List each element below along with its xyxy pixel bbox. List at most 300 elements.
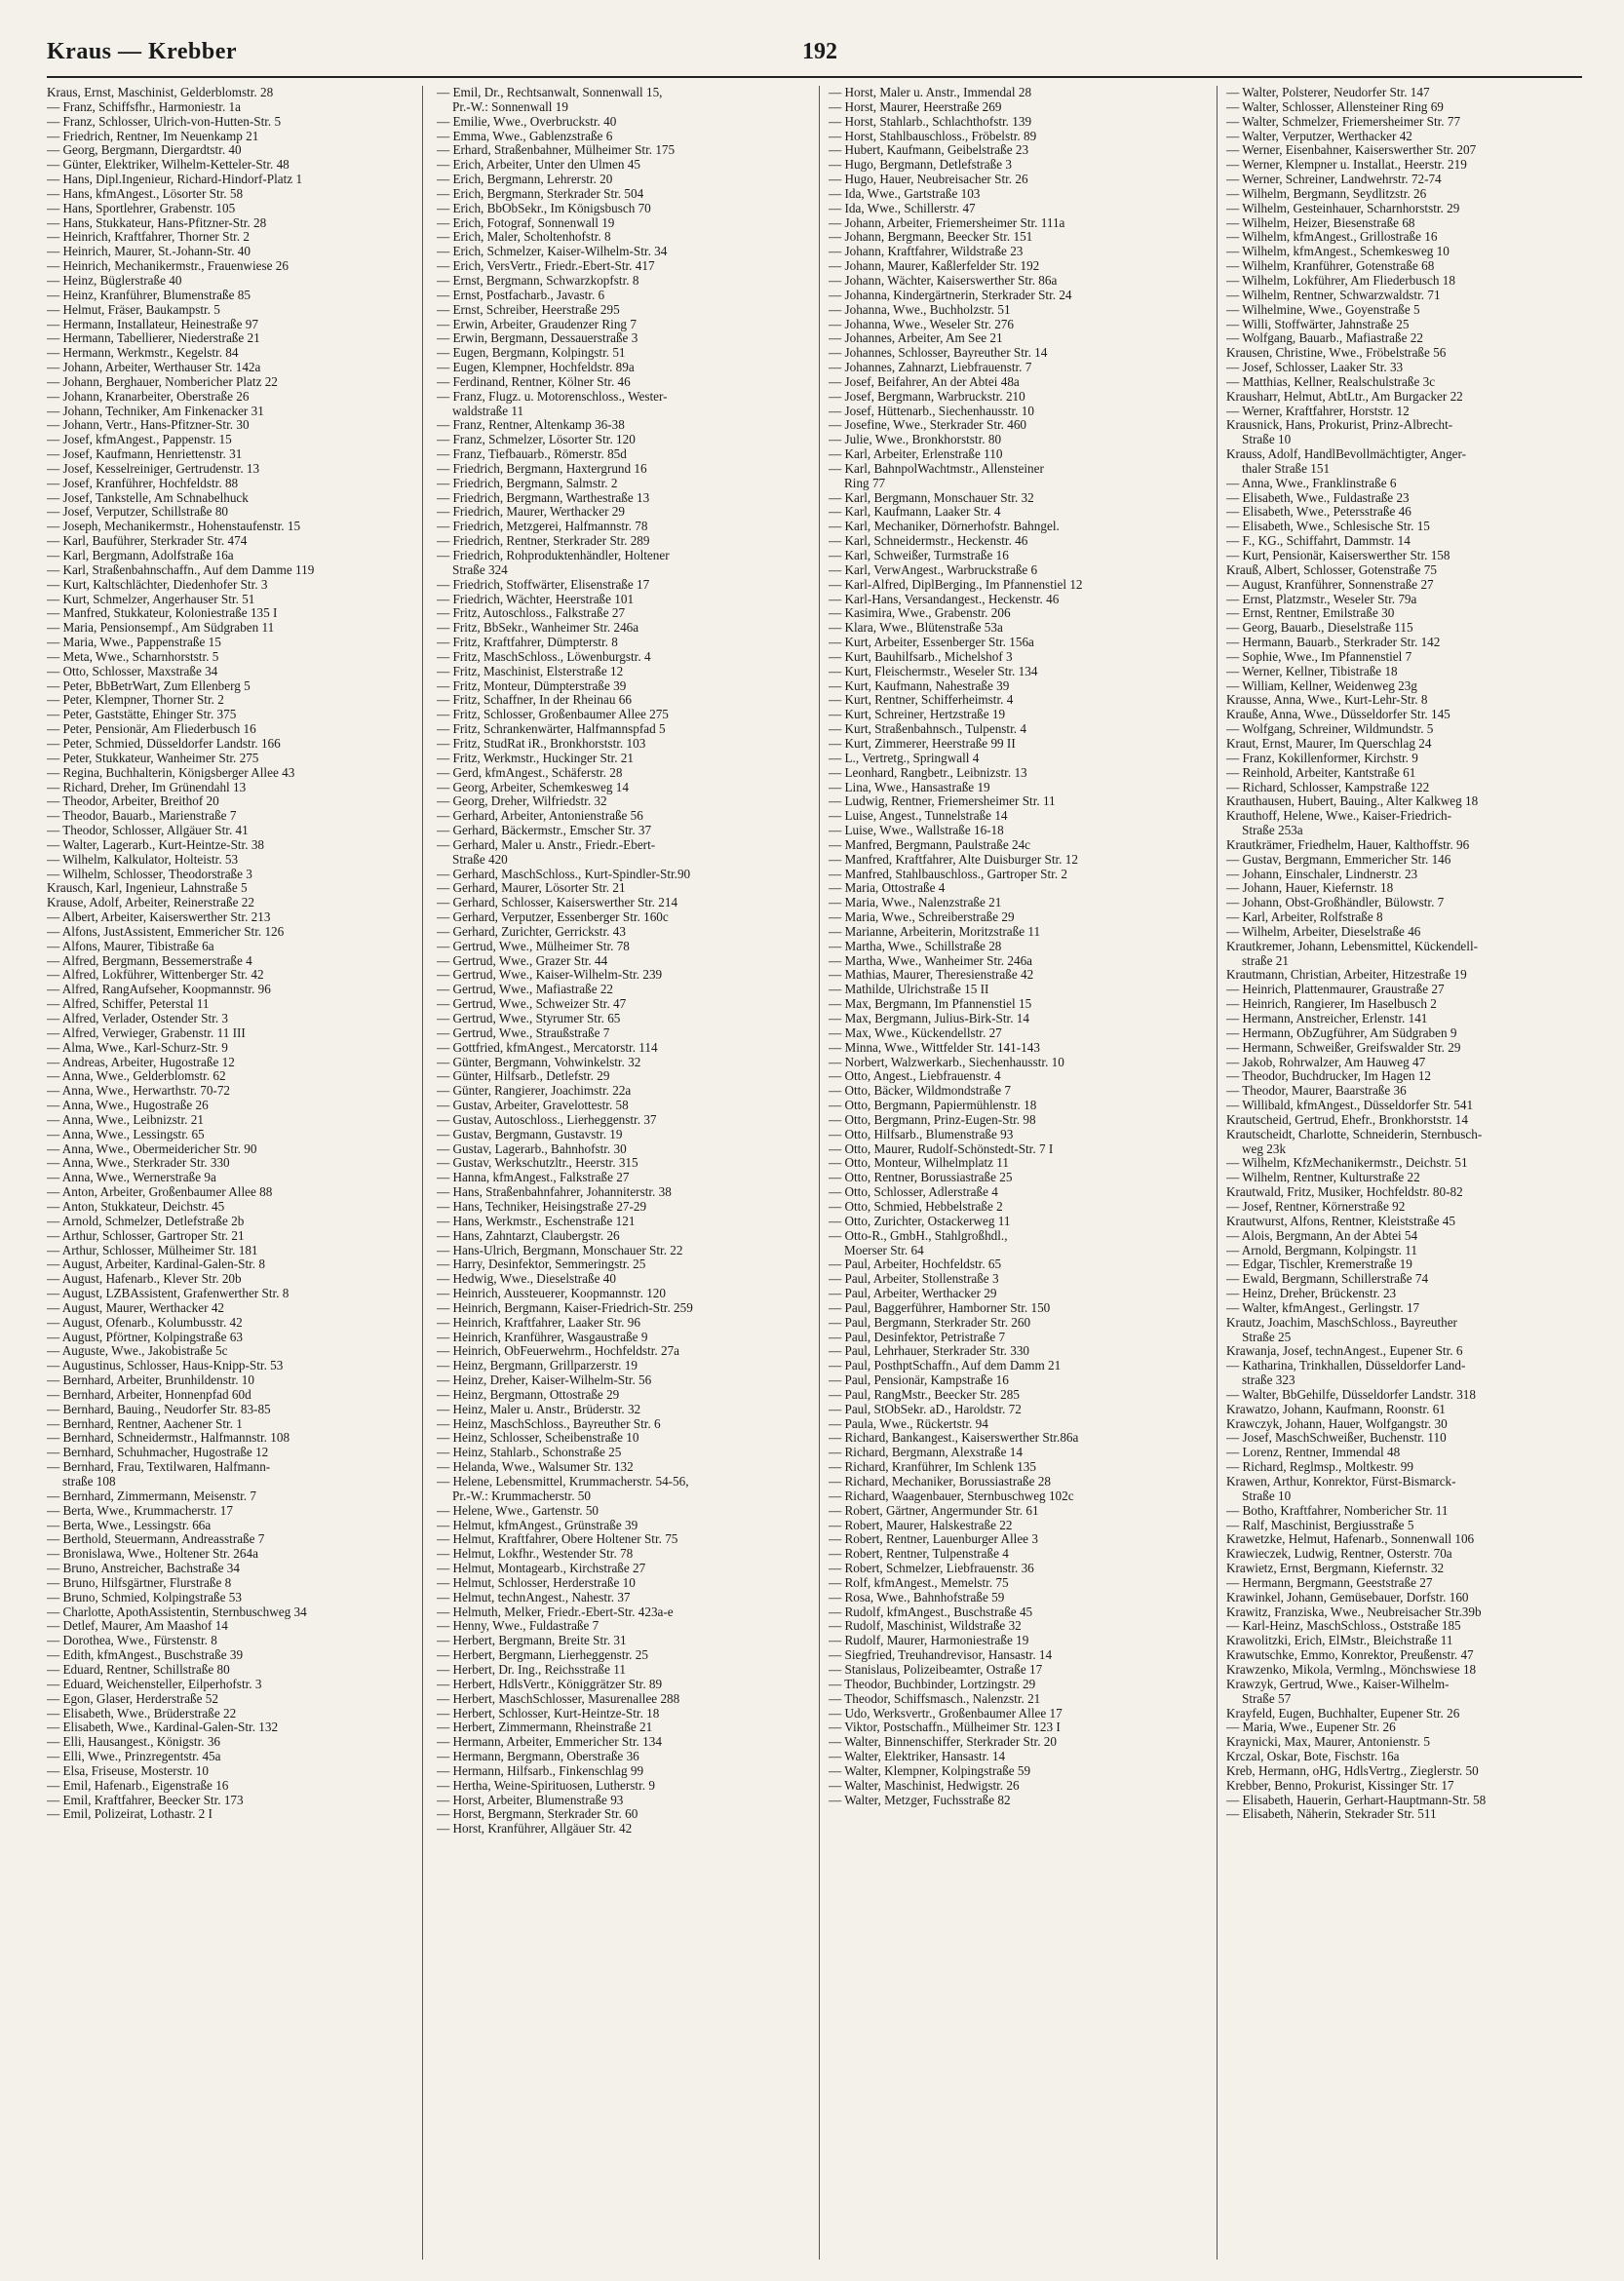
directory-entry-continuation: Straße 25: [1242, 1330, 1292, 1344]
directory-entry: Krebber, Benno, Prokurist, Kissinger Str. 17: [1226, 1778, 1454, 1793]
directory-entry: — Robert, Gärtner, Angermunder Str. 61: [829, 1503, 1039, 1518]
directory-entry: — Maria, Wwe., Nalenzstraße 21: [829, 896, 1002, 910]
directory-entry: — Heinz, Kranführer, Blumenstraße 85: [47, 288, 251, 302]
directory-entry: Krawieczek, Ludwig, Rentner, Osterstr. 70a: [1226, 1547, 1452, 1562]
directory-entry: — Ida, Wwe., Schillerstr. 47: [829, 201, 976, 215]
directory-entry: — Gustav, Lagerarb., Bahnhofstr. 30: [437, 1141, 627, 1156]
directory-entry: — Rudolf, Maurer, Harmoniestraße 19: [829, 1634, 1029, 1648]
directory-entry: — Johann, Vertr., Hans-Pfitzner-Str. 30: [47, 418, 250, 433]
directory-entry: — Matthias, Kellner, Realschulstraße 3c: [1226, 374, 1436, 389]
directory-entry: — Gerhard, Maler u. Anstr., Friedr.-Ebert-: [437, 837, 656, 852]
directory-entry: — Hans, kfmAngest., Lösorter Str. 58: [47, 186, 244, 201]
directory-entry: — Elisabeth, Hauerin, Gerhart-Hauptmann-Str. 58: [1226, 1793, 1487, 1807]
directory-entry: — Gustav, Autoschloss., Lierheggenstr. 37: [437, 1112, 657, 1127]
directory-entry: — Horst, Maurer, Heerstraße 269: [829, 99, 1002, 114]
directory-entry: — Willibald, kfmAngest., Düsseldorfer Str. 541: [1226, 1099, 1474, 1113]
directory-entry: — Karl, Arbeiter, Erlenstraße 110: [829, 447, 1003, 462]
directory-entry: — Wilhelm, Rentner, Kulturstraße 22: [1226, 1171, 1420, 1185]
directory-entry: — August, Kranführer, Sonnenstraße 27: [1226, 577, 1434, 592]
directory-entry: Krauthausen, Hubert, Bauing., Alter Kalkweg 18: [1226, 794, 1479, 809]
directory-entry: — Helmut, Montagearb., Kirchstraße 27: [437, 1562, 646, 1576]
directory-entry: — Wolfgang, Schreiner, Wildmundstr. 5: [1226, 722, 1434, 737]
directory-entry: — Maria, Pensionsempf., Am Südgraben 11: [47, 621, 275, 636]
column-4: [1226, 86, 1587, 2269]
directory-entry: — Gerhard, Arbeiter, Antonienstraße 56: [437, 809, 643, 824]
directory-entry: Krausharr, Helmut, AbtLtr., Am Burgacker 22: [1226, 389, 1463, 404]
running-head: Kraus — Krebber: [47, 39, 238, 64]
directory-entry: — Otto, Monteur, Wilhelmplatz 11: [829, 1156, 1010, 1171]
directory-entry: — Hertha, Weine-Spirituosen, Lutherstr. 9: [437, 1778, 655, 1793]
directory-entry: — Fritz, Autoschloss., Falkstraße 27: [437, 606, 626, 621]
directory-entry: — Theodor, Arbeiter, Breithof 20: [47, 794, 219, 809]
directory-entry: — Friedrich, Bergmann, Warthestraße 13: [437, 490, 650, 505]
directory-entry: — Elli, Hausangest., Königstr. 36: [47, 1735, 221, 1750]
directory-entry: — Karl-Heinz, MaschSchloss., Oststraße 185: [1226, 1619, 1461, 1634]
directory-entry: — Karl, Mechaniker, Dörnerhofstr. Bahngel.: [829, 520, 1060, 534]
directory-entry: — Friedrich, Bergmann, Haxtergrund 16: [437, 461, 647, 476]
directory-entry: — Hermann, Tabellierer, Niederstraße 21: [47, 331, 260, 346]
directory-entry: — Ernst, Bergmann, Schwarzkopfstr. 8: [437, 273, 639, 288]
directory-entry: — Hermann, Bergmann, Geeststraße 27: [1226, 1575, 1433, 1590]
directory-entry: — Berthold, Steuermann, Andreasstraße 7: [47, 1532, 265, 1547]
directory-entry-continuation: weg 23k: [1242, 1141, 1287, 1156]
directory-entry: — Norbert, Walzwerkarb., Siechenhausstr. 10: [829, 1055, 1064, 1069]
directory-entry: Krawetzke, Helmut, Hafenarb., Sonnenwall 106: [1226, 1532, 1475, 1547]
directory-entry: — Ludwig, Rentner, Friemersheimer Str. 11: [829, 794, 1056, 809]
directory-entry: — Johann, Bergmann, Beecker Str. 151: [829, 230, 1033, 245]
directory-entry: — Josef, Tankstelle, Am Schnabelhuck: [47, 490, 249, 505]
directory-entry: — Walter, Binnenschiffer, Sterkrader Str. 20: [829, 1735, 1057, 1750]
directory-entry: — Wilhelm, Bergmann, Seydlitzstr. 26: [1226, 186, 1427, 201]
directory-entry: — Gertrud, Wwe., Kaiser-Wilhelm-Str. 239: [437, 968, 663, 983]
directory-entry: — Manfred, Stukkateur, Koloniestraße 135 I: [47, 606, 278, 621]
directory-entry: — Heinz, Schlosser, Scheibenstraße 10: [437, 1431, 639, 1446]
directory-entry: — Martha, Wwe., Wanheimer Str. 246a: [829, 953, 1033, 968]
column-divider: [1217, 86, 1218, 2260]
directory-entry: — Otto, Bergmann, Prinz-Eugen-Str. 98: [829, 1112, 1036, 1127]
directory-entry: — Gerhard, Schlosser, Kaiserswerther Str. 214: [437, 896, 678, 910]
directory-entry: — Hermann, Bauarb., Sterkrader Str. 142: [1226, 636, 1441, 650]
directory-entry: — Alfons, Maurer, Tibistraße 6a: [47, 939, 214, 953]
directory-entry: — Horst, Arbeiter, Blumenstraße 93: [437, 1793, 624, 1807]
directory-entry: — Theodor, Maurer, Baarstraße 36: [1226, 1084, 1407, 1099]
directory-entry: — Friedrich, Rentner, Im Neuenkamp 21: [47, 129, 259, 143]
directory-entry: — Otto-R., GmbH., Stahlgroßhdl.,: [829, 1228, 1008, 1243]
directory-entry: — Walter, Elektriker, Hansastr. 14: [829, 1750, 1006, 1764]
directory-entry: — Gertrud, Wwe., Mülheimer Str. 78: [437, 939, 630, 953]
directory-entry: Krausch, Karl, Ingenieur, Lahnstraße 5: [47, 881, 248, 896]
directory-entry: Krawatzo, Johann, Kaufmann, Roonstr. 61: [1226, 1402, 1446, 1416]
directory-entry: — Kurt, Pensionär, Kaiserswerther Str. 158: [1226, 549, 1450, 562]
directory-entry: — Wilhelm, kfmAngest., Schemkesweg 10: [1226, 245, 1450, 259]
directory-entry-continuation: straße 108: [62, 1475, 116, 1488]
directory-entry: — Horst, Stahlarb., Schlachthofstr. 139: [829, 114, 1032, 129]
directory-entry: — Peter, Pensionär, Am Fliederbusch 16: [47, 722, 256, 737]
directory-entry: Krausen, Christine, Wwe., Fröbelstraße 56: [1226, 346, 1447, 361]
directory-entry: — Maria, Wwe., Eupener Str. 26: [1226, 1720, 1396, 1735]
directory-entry: — Wilhelm, Heizer, Biesenstraße 68: [1226, 215, 1415, 230]
directory-entry: — Günter, Rangierer, Joachimstr. 22a: [437, 1084, 632, 1099]
directory-entry: — Alois, Bergmann, An der Abtei 54: [1226, 1228, 1418, 1243]
directory-entry: — Otto, Schlosser, Maxstraße 34: [47, 664, 218, 678]
page-header: [47, 39, 1582, 78]
directory-entry: — Gertrud, Wwe., Straußstraße 7: [437, 1025, 610, 1040]
directory-entry: — Egon, Glaser, Herderstraße 52: [47, 1691, 218, 1706]
directory-entry-continuation: Pr.-W.: Krummacherstr. 50: [452, 1488, 591, 1503]
directory-entry: Krausse, Anna, Wwe., Kurt-Lehr-Str. 8: [1226, 693, 1428, 708]
directory-entry: — Johannes, Arbeiter, Am See 21: [829, 331, 1003, 346]
directory-entry: — Gerhard, Bäckermstr., Emscher Str. 37: [437, 824, 652, 838]
directory-entry: — Theodor, Schiffsmasch., Nalenzstr. 21: [829, 1691, 1041, 1706]
directory-entry: — Fritz, Maschinist, Elsterstraße 12: [437, 664, 624, 678]
directory-entry: — Josef, Kranführer, Hochfeldstr. 88: [47, 476, 239, 490]
directory-entry: — Hermann, Anstreicher, Erlenstr. 141: [1226, 1012, 1428, 1025]
directory-entry: — Alfred, Lokführer, Wittenberger Str. 42: [47, 968, 264, 983]
directory-entry: — Walter, Klempner, Kolpingstraße 59: [829, 1763, 1031, 1778]
directory-entry: — Johann, Wächter, Kaiserswerther Str. 86a: [829, 273, 1058, 288]
directory-entry: — Hans, Techniker, Heisingstraße 27-29: [437, 1199, 647, 1214]
directory-entry: — Günter, Bergmann, Vohwinkelstr. 32: [437, 1055, 641, 1069]
directory-entry: — Peter, Schmied, Düsseldorfer Landstr. 166: [47, 736, 281, 751]
directory-entry: — Richard, Reglmsp., Moltkestr. 99: [1226, 1460, 1413, 1475]
directory-entry: — Fritz, Werkmstr., Huckinger Str. 21: [437, 751, 634, 765]
directory-entry: — Herbert, Dr. Ing., Reichsstraße 11: [437, 1662, 626, 1677]
directory-entry: — Wilhelm, kfmAngest., Grillostraße 16: [1226, 230, 1438, 245]
directory-entry: Krautscheidt, Charlotte, Schneiderin, Sternbusch-: [1226, 1127, 1483, 1141]
directory-entry: — Anna, Wwe., Wernerstraße 9a: [47, 1171, 216, 1185]
directory-entry: — William, Kellner, Weidenweg 23g: [1226, 678, 1417, 693]
directory-entry: Krawinkel, Johann, Gemüsebauer, Dorfstr. 160: [1226, 1590, 1469, 1604]
directory-entry: — Ernst, Schreiber, Heerstraße 295: [437, 302, 620, 317]
directory-entry: — Viktor, Postschaffn., Mülheimer Str. 123 I: [829, 1720, 1061, 1735]
directory-entry: — Maria, Ottostraße 4: [829, 881, 946, 896]
directory-entry: — Ernst, Postfacharb., Javastr. 6: [437, 288, 605, 302]
directory-entry: — Herbert, MaschSchlosser, Masurenallee 288: [437, 1691, 680, 1706]
directory-entry: — Henny, Wwe., Fuldastraße 7: [437, 1619, 599, 1634]
directory-entry: — Paul, Lehrhauer, Sterkrader Str. 330: [829, 1344, 1030, 1359]
directory-entry: Krautwurst, Alfons, Rentner, Kleiststraße 45: [1226, 1214, 1455, 1228]
directory-entry: — Hermann, Bergmann, Oberstraße 36: [437, 1750, 639, 1764]
directory-entry: — Eduard, Rentner, Schillstraße 80: [47, 1662, 230, 1677]
directory-entry: — Josef, kfmAngest., Pappenstr. 15: [47, 433, 232, 447]
directory-entry: — Richard, Waagenbauer, Sternbuschweg 102c: [829, 1488, 1074, 1503]
directory-entry: — Rudolf, Maschinist, Wildstraße 32: [829, 1619, 1022, 1634]
directory-entry: — Werner, Eisenbahner, Kaiserswerther Str. 207: [1226, 143, 1477, 158]
directory-entry: — Otto, Zurichter, Ostackerweg 11: [829, 1214, 1011, 1228]
directory-entry: — Horst, Maler u. Anstr., Immendal 28: [829, 86, 1032, 99]
directory-entry: — Elisabeth, Wwe., Schlesische Str. 15: [1226, 520, 1430, 534]
directory-entry: — Fritz, Monteur, Dümpterstraße 39: [437, 678, 627, 693]
directory-entry: — August, Pförtner, Kolpingstraße 63: [47, 1330, 243, 1344]
directory-entry: — Anton, Arbeiter, Großenbaumer Allee 88: [47, 1185, 273, 1200]
directory-entry: — Hugo, Bergmann, Detlefstraße 3: [829, 158, 1012, 173]
directory-entry: — Klara, Wwe., Blütenstraße 53a: [829, 621, 1003, 636]
directory-entry: — Hans, Stukkateur, Hans-Pfitzner-Str. 28: [47, 215, 267, 230]
directory-entry: — Theodor, Bauarb., Marienstraße 7: [47, 809, 237, 824]
directory-entry: — Erich, Bergmann, Lehrerstr. 20: [437, 173, 613, 187]
directory-entry: — Bernhard, Arbeiter, Brunhildenstr. 10: [47, 1373, 254, 1388]
directory-entry: — Elli, Wwe., Prinzregentstr. 45a: [47, 1750, 221, 1764]
directory-entry: — Hanna, kfmAngest., Falkstraße 27: [437, 1171, 630, 1185]
directory-entry: — Walter, Verputzer, Werthacker 42: [1226, 129, 1412, 143]
directory-entry: — Martha, Wwe., Schillstraße 28: [829, 939, 1002, 953]
directory-entry: — Erich, Schmelzer, Kaiser-Wilhelm-Str. 34: [437, 245, 668, 259]
directory-entry: — Bruno, Schmied, Kolpingstraße 53: [47, 1590, 242, 1604]
directory-entry: — Arthur, Schlosser, Gartroper Str. 21: [47, 1228, 245, 1243]
directory-entry: — Berta, Wwe., Lessingstr. 66a: [47, 1518, 212, 1532]
directory-entry: — Mathias, Maurer, Theresienstraße 42: [829, 968, 1034, 983]
directory-entry: — Hans, Werkmstr., Eschenstraße 121: [437, 1214, 636, 1228]
directory-entry: — Robert, Maurer, Halskestraße 22: [829, 1518, 1013, 1532]
directory-entry: Kreb, Hermann, oHG, HdlsVertrg., Zieglerstr. 50: [1226, 1763, 1479, 1778]
directory-entry: — Bernhard, Zimmermann, Meisenstr. 7: [47, 1488, 256, 1503]
directory-entry: Kraus, Ernst, Maschinist, Gelderblomstr. 28: [47, 86, 274, 99]
directory-entry: — Fritz, Kraftfahrer, Dümpterstr. 8: [437, 636, 618, 650]
directory-entry: — August, Ofenarb., Kolumbusstr. 42: [47, 1315, 243, 1330]
directory-entry: Krawolitzki, Erich, ElMstr., Bleichstraße 11: [1226, 1634, 1453, 1648]
directory-entry: — Minna, Wwe., Wittfelder Str. 141-143: [829, 1040, 1040, 1055]
directory-entry: Krawietz, Ernst, Bergmann, Kiefernstr. 32: [1226, 1562, 1445, 1576]
directory-entry: — Heinz, Maler u. Anstr., Brüderstr. 32: [437, 1402, 641, 1416]
directory-entry: — Fritz, Schlosser, Großenbaumer Allee 275: [437, 708, 669, 722]
directory-entry: — Walter, Schmelzer, Friemersheimer Str. 77: [1226, 114, 1461, 129]
directory-entry: — Gustav, Bergmann, Gustavstr. 19: [437, 1127, 623, 1141]
directory-entry: Krczal, Oskar, Bote, Fischstr. 16a: [1226, 1750, 1400, 1764]
directory-entry: — Horst, Stahlbauschloss., Fröbelstr. 89: [829, 129, 1037, 143]
directory-entry: — Arnold, Bergmann, Kolpingstr. 11: [1226, 1243, 1417, 1257]
directory-entry: — Hans, Zahntarzt, Claubergstr. 26: [437, 1228, 620, 1243]
directory-entry: — Albert, Arbeiter, Kaiserswerther Str. 213: [47, 910, 271, 925]
directory-entry-continuation: Straße 253a: [1242, 824, 1303, 838]
directory-entry: — Paula, Wwe., Rückertstr. 94: [829, 1416, 988, 1431]
directory-entry: — Botho, Kraftfahrer, Nombericher Str. 11: [1226, 1503, 1449, 1518]
directory-entry: — Eugen, Bergmann, Kolpingstr. 51: [437, 346, 626, 361]
directory-entry: — Reinhold, Arbeiter, Kantstraße 61: [1226, 765, 1416, 780]
directory-entry: — Heinrich, Kraftfahrer, Laaker Str. 96: [437, 1315, 640, 1330]
directory-entry: — Erich, Fotograf, Sonnenwall 19: [437, 215, 615, 230]
directory-entry: Krauss, Adolf, HandlBevollmächtigter, Anger-: [1226, 447, 1467, 462]
directory-entry: Krawzenko, Mikola, Vermlng., Mönchswiese 18: [1226, 1662, 1477, 1677]
directory-entry: — Friedrich, Metzgerei, Halfmannstr. 78: [437, 520, 648, 534]
directory-entry: — Luise, Angest., Tunnelstraße 14: [829, 809, 1008, 824]
directory-entry: — Katharina, Trinkhallen, Düsseldorfer Land-: [1226, 1359, 1466, 1373]
directory-entry: — Johann, Berghauer, Nombericher Platz 22: [47, 374, 278, 389]
directory-entry: — L., Vertretg., Springwall 4: [829, 751, 980, 765]
directory-entry: — Franz, Schlosser, Ulrich-von-Hutten-Str. 5: [47, 114, 282, 129]
directory-entry: — Heinrich, Bergmann, Kaiser-Friedrich-Str. 259: [437, 1300, 693, 1315]
directory-entry: — Georg, Bauarb., Dieselstraße 115: [1226, 621, 1413, 636]
directory-entry: — Walter, Lagerarb., Kurt-Heintze-Str. 38: [47, 837, 265, 852]
directory-entry: — Gerhard, Zurichter, Gerrickstr. 43: [437, 924, 626, 939]
directory-entry: — Elsa, Friseuse, Mosterstr. 10: [47, 1763, 209, 1778]
directory-entry: — Ferdinand, Rentner, Kölner Str. 46: [437, 374, 631, 389]
directory-entry: — Herbert, Zimmermann, Rheinstraße 21: [437, 1720, 653, 1735]
directory-entry: — Gustav, Arbeiter, Gravelottestr. 58: [437, 1099, 629, 1113]
directory-entry: — Johann, Einschaler, Lindnerstr. 23: [1226, 867, 1418, 881]
directory-entry: — August, LZBAssistent, Grafenwerther Str. 8: [47, 1287, 290, 1301]
directory-entry: — Hans, Sportlehrer, Grabenstr. 105: [47, 201, 236, 215]
directory-entry: — Herbert, Bergmann, Lierheggenstr. 25: [437, 1648, 648, 1663]
directory-entry: — Anna, Wwe., Obermeidericher Str. 90: [47, 1141, 257, 1156]
directory-entry: — Karl-Hans, Versandangest., Heckenstr. 46: [829, 592, 1060, 606]
directory-entry: Krauß, Albert, Schlosser, Gotenstraße 75: [1226, 562, 1437, 577]
directory-entry: — Heinz, MaschSchloss., Bayreuther Str. 6: [437, 1416, 661, 1431]
directory-entry: — Alfons, JustAssistent, Emmericher Str. 126: [47, 924, 285, 939]
directory-entry: — Richard, Bankangest., Kaiserswerther Str.86a: [829, 1431, 1079, 1446]
directory-entry-continuation: waldstraße 11: [452, 404, 524, 418]
directory-entry: — Alfred, Verlader, Ostender Str. 3: [47, 1012, 229, 1025]
column-divider: [819, 86, 820, 2260]
directory-entry: — Edith, kfmAngest., Buschstraße 39: [47, 1648, 244, 1663]
directory-entry: — Friedrich, Stoffwärter, Elisenstraße 17: [437, 577, 650, 592]
directory-entry: — Gerhard, Verputzer, Essenberger Str. 160c: [437, 910, 669, 925]
directory-entry: — Heinz, Stahlarb., Schonstraße 25: [437, 1446, 622, 1460]
directory-entry: Krauße, Anna, Wwe., Düsseldorfer Str. 145: [1226, 708, 1450, 722]
directory-entry: — Kurt, Straßenbahnsch., Tulpenstr. 4: [829, 722, 1026, 737]
directory-entry: — Walter, BbGehilfe, Düsseldorfer Landstr. 318: [1226, 1387, 1476, 1402]
directory-entry: — Andreas, Arbeiter, Hugostraße 12: [47, 1055, 235, 1069]
directory-entry: — Edgar, Tischler, Kremerstraße 19: [1226, 1257, 1412, 1272]
directory-entry: — August, Hafenarb., Klever Str. 20b: [47, 1272, 242, 1287]
directory-entry: — Johanna, Kindergärtnerin, Sterkrader Str. 24: [829, 288, 1072, 302]
directory-entry: — Otto, Bergmann, Papiermühlenstr. 18: [829, 1099, 1037, 1113]
directory-entry: — Peter, BbBetrWart, Zum Ellenberg 5: [47, 678, 251, 693]
directory-entry: — Johanna, Wwe., Weseler Str. 276: [829, 317, 1014, 331]
directory-entry: — Walter, Metzger, Fuchsstraße 82: [829, 1793, 1011, 1807]
directory-entry: — Ernst, Rentner, Emilstraße 30: [1226, 606, 1395, 621]
directory-entry: — Johann, Techniker, Am Finkenacker 31: [47, 404, 264, 418]
directory-entry: — Alfred, Schiffer, Peterstal 11: [47, 997, 210, 1012]
directory-entry: — Paul, Desinfektor, Petristraße 7: [829, 1330, 1006, 1344]
directory-entry-continuation: thaler Straße 151: [1242, 461, 1331, 476]
directory-entry: Krautkremer, Johann, Lebensmittel, Kückendell-: [1226, 939, 1479, 953]
directory-entry: — Fritz, Schrankenwärter, Halfmannspfad 5: [437, 722, 666, 737]
directory-entry: — Günter, Elektriker, Wilhelm-Ketteler-Str. 48: [47, 158, 290, 173]
column-divider: [422, 86, 423, 2260]
directory-entry: — Emil, Polizeirat, Lothastr. 2 I: [47, 1807, 213, 1822]
directory-entry: — Wilhelm, Kranführer, Gotenstraße 68: [1226, 259, 1435, 274]
directory-entry: — Elisabeth, Wwe., Petersstraße 46: [1226, 505, 1411, 520]
directory-entry: — Heinz, Dreher, Kaiser-Wilhelm-Str. 56: [437, 1373, 652, 1388]
directory-entry: — Helmut, Fräser, Baukampstr. 5: [47, 302, 220, 317]
directory-entry: — Karl, Arbeiter, Rolfstraße 8: [1226, 910, 1383, 925]
directory-entry: — Peter, Stukkateur, Wanheimer Str. 275: [47, 751, 259, 765]
directory-entry: — Anna, Wwe., Sterkrader Str. 330: [47, 1156, 230, 1171]
directory-entry: — Rolf, kfmAngest., Memelstr. 75: [829, 1575, 1009, 1590]
directory-entry: — Gustav, Bergmann, Emmericher Str. 146: [1226, 852, 1451, 867]
directory-entry: — Hubert, Kaufmann, Geibelstraße 23: [829, 143, 1029, 158]
directory-entry: — Helene, Wwe., Gartenstr. 50: [437, 1503, 599, 1518]
directory-entry: — Rosa, Wwe., Bahnhofstraße 59: [829, 1590, 1005, 1604]
directory-entry: — Hermann, Arbeiter, Emmericher Str. 134: [437, 1735, 662, 1750]
directory-entry: — Walter, kfmAngest., Gerlingstr. 17: [1226, 1300, 1420, 1315]
directory-entry: — Herbert, Schlosser, Kurt-Heintze-Str. 18: [437, 1706, 660, 1720]
directory-entry: — F., KG., Schiffahrt, Dammstr. 14: [1226, 534, 1411, 549]
directory-entry: — Johann, Kranarbeiter, Oberstraße 26: [47, 389, 250, 404]
directory-entry: — Stanislaus, Polizeibeamter, Ostraße 17: [829, 1662, 1043, 1677]
directory-entry: — Josef, Beifahrer, An der Abtei 48a: [829, 374, 1020, 389]
directory-entry: — Manfred, Stahlbauschloss., Gartroper Str. 2: [829, 867, 1068, 881]
directory-entry: Krawitz, Franziska, Wwe., Neubreisacher Str.39b: [1226, 1604, 1482, 1619]
directory-entry: — Hans-Ulrich, Bergmann, Monschauer Str. 22: [437, 1243, 683, 1257]
directory-entry: — Kurt, Schreiner, Hertzstraße 19: [829, 708, 1006, 722]
directory-entry: — Kurt, Bauhilfsarb., Michelshof 3: [829, 649, 1013, 664]
directory-entry: — Lina, Wwe., Hansastraße 19: [829, 780, 990, 794]
directory-entry: — Arnold, Schmelzer, Detlefstraße 2b: [47, 1214, 245, 1228]
directory-entry: — Otto, Hilfsarb., Blumenstraße 93: [829, 1127, 1014, 1141]
directory-entry: — Alfred, Verwieger, Grabenstr. 11 III: [47, 1025, 246, 1040]
directory-entry: — Gottfried, kfmAngest., Mercatorstr. 114: [437, 1040, 658, 1055]
directory-entry: — Heinz, Büglerstraße 40: [47, 273, 182, 288]
directory-entry: — Karl, VerwAngest., Warbruckstraße 6: [829, 562, 1038, 577]
directory-entry: — Elisabeth, Wwe., Brüderstraße 22: [47, 1706, 237, 1720]
directory-entry: — Ralf, Maschinist, Bergiusstraße 5: [1226, 1518, 1414, 1532]
directory-entry: — Helmuth, Melker, Friedr.-Ebert-Str. 423a-e: [437, 1604, 674, 1619]
page-number: 192: [802, 39, 837, 64]
directory-entry: — Kurt, Arbeiter, Essenberger Str. 156a: [829, 636, 1034, 650]
directory-entry: — Otto, Schmied, Hebbelstraße 2: [829, 1199, 1003, 1214]
directory-entry: — Walter, Maschinist, Hedwigstr. 26: [829, 1778, 1020, 1793]
directory-entry: — Anna, Wwe., Franklinstraße 6: [1226, 476, 1397, 490]
directory-entry: — Anton, Stukkateur, Deichstr. 45: [47, 1199, 225, 1214]
directory-entry: — Ewald, Bergmann, Schillerstraße 74: [1226, 1272, 1429, 1287]
directory-entry: — Richard, Schlosser, Kampstraße 122: [1226, 780, 1430, 794]
directory-entry: — Kurt, Schmelzer, Angerhauser Str. 51: [47, 592, 255, 606]
directory-entry: — Otto, Angest., Liebfrauenstr. 4: [829, 1069, 1001, 1084]
directory-entry: Krause, Adolf, Arbeiter, Reinerstraße 22: [47, 896, 254, 910]
directory-entry: — Karl, Kaufmann, Laaker Str. 4: [829, 505, 1001, 520]
directory-entry: — Emilie, Wwe., Overbruckstr. 40: [437, 114, 617, 129]
column-1: [47, 86, 407, 2269]
directory-entry: — Richard, Mechaniker, Borussiastraße 28: [829, 1475, 1051, 1488]
directory-entry: Krauthoff, Helene, Wwe., Kaiser-Friedrich-: [1226, 809, 1452, 824]
directory-entry: — Anna, Wwe., Leibnizstr. 21: [47, 1112, 204, 1127]
directory-entry: — Harry, Desinfektor, Semmeringstr. 25: [437, 1257, 646, 1272]
directory-entry: Kraynicki, Max, Maurer, Antonienstr. 5: [1226, 1735, 1430, 1750]
directory-entry: — Rudolf, kfmAngest., Buschstraße 45: [829, 1604, 1033, 1619]
directory-entry: — Lorenz, Rentner, Immendal 48: [1226, 1446, 1401, 1460]
directory-entry: — Hermann, Schweißer, Greifswalder Str. 29: [1226, 1040, 1461, 1055]
directory-entry: — Udo, Werksvertr., Großenbaumer Allee 17: [829, 1706, 1063, 1720]
directory-entry: — Gertrud, Wwe., Schweizer Str. 47: [437, 997, 627, 1012]
directory-entry: — Kurt, Zimmerer, Heerstraße 99 II: [829, 736, 1016, 751]
directory-entry: — Wilhelm, Kalkulator, Holteistr. 53: [47, 852, 239, 867]
directory-entry: — Heinrich, Plattenmaurer, Graustraße 27: [1226, 983, 1445, 997]
directory-entry: — Regina, Buchhalterin, Königsberger Allee 43: [47, 765, 295, 780]
directory-entry: — Erich, Bergmann, Sterkrader Str. 504: [437, 186, 644, 201]
directory-entry: Krawczyk, Johann, Hauer, Wolfgangstr. 30: [1226, 1416, 1448, 1431]
directory-entry-continuation: Straße 10: [1242, 1488, 1292, 1503]
directory-entry: — Otto, Maurer, Rudolf-Schönstedt-Str. 7 I: [829, 1141, 1054, 1156]
directory-entry: — Johann, Kraftfahrer, Wildstraße 23: [829, 245, 1024, 259]
column-2: [437, 86, 809, 2269]
directory-entry: — Franz, Kokillenformer, Kirchstr. 9: [1226, 751, 1418, 765]
directory-entry: — Johannes, Schlosser, Bayreuther Str. 14: [829, 346, 1048, 361]
directory-entry: — Erwin, Arbeiter, Graudenzer Ring 7: [437, 317, 637, 331]
directory-entry: — Johann, Arbeiter, Friemersheimer Str. 111a: [829, 215, 1065, 230]
directory-entry: — Leonhard, Rangbetr., Leibnizstr. 13: [829, 765, 1027, 780]
directory-entry: — Franz, Schiffsfhr., Harmoniestr. 1a: [47, 99, 241, 114]
directory-entry-continuation: Pr.-W.: Sonnenwall 19: [452, 99, 568, 114]
directory-entry: — Gertrud, Wwe., Grazer Str. 44: [437, 953, 608, 968]
directory-entry: — Helmut, kfmAngest., Grünstraße 39: [437, 1518, 638, 1532]
directory-entry: — Robert, Rentner, Lauenburger Allee 3: [829, 1532, 1038, 1547]
directory-entry: — Julie, Wwe., Bronkhorststr. 80: [829, 433, 1002, 447]
directory-entry: — Horst, Bergmann, Sterkrader Str. 60: [437, 1807, 638, 1822]
directory-entry: — Georg, Dreher, Wilfriedstr. 32: [437, 794, 607, 809]
directory-entry: — Hugo, Hauer, Neubreisacher Str. 26: [829, 173, 1028, 187]
directory-entry: — Hans, Straßenbahnfahrer, Johanniterstr. 38: [437, 1185, 672, 1200]
